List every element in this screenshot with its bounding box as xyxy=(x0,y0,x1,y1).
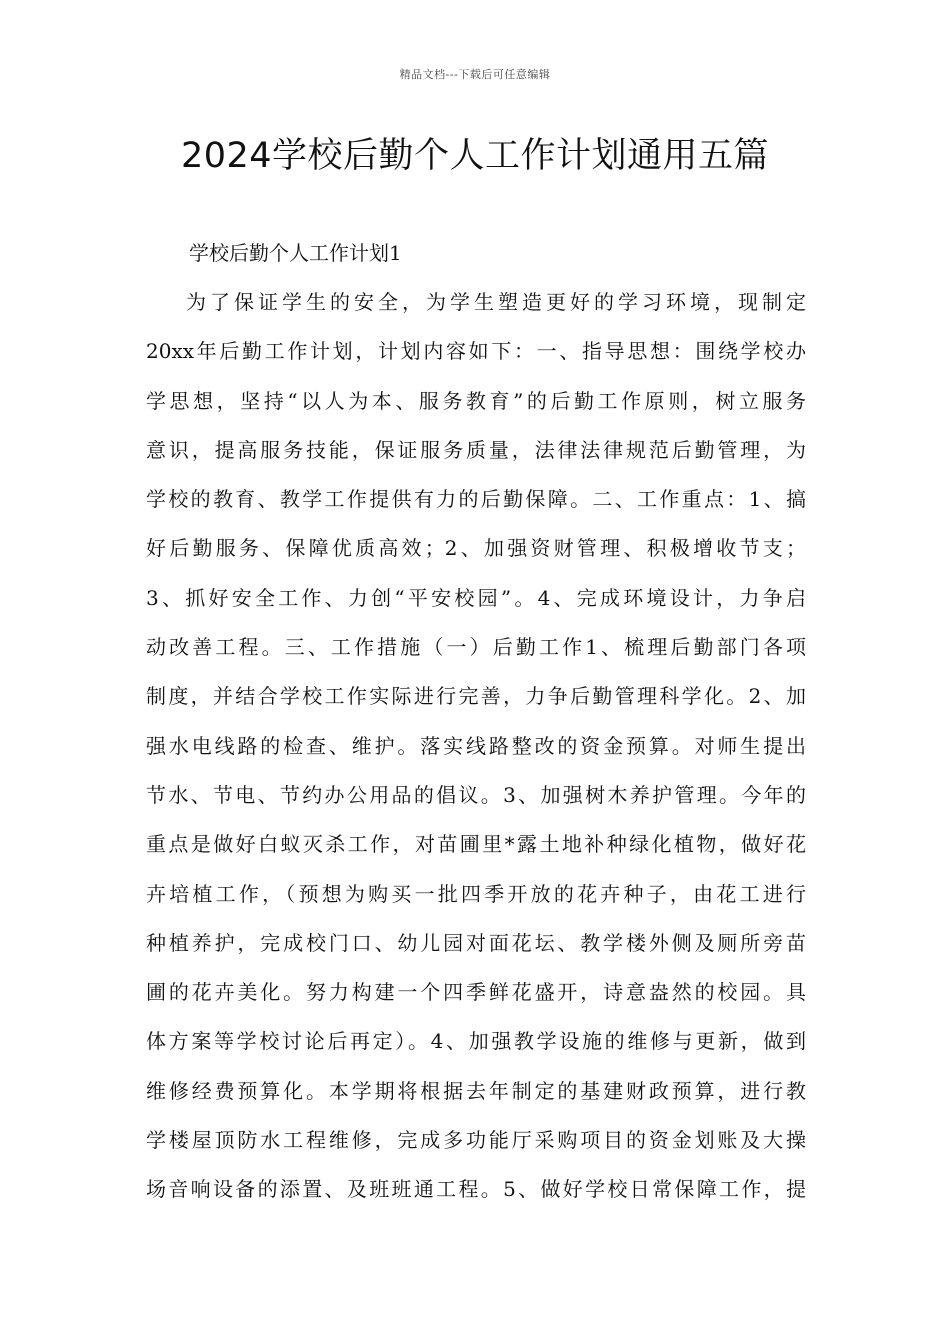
text-line: 好后勤服务、保障优质高效；2、加强资财管理、积极增收节支； xyxy=(146,536,806,561)
text-line: 3、抓好安全工作、力创“平安校园”。4、完成环境设计，力争启 xyxy=(146,585,806,610)
text-line: 重点是做好白蚁灭杀工作，对苗圃里*露土地补种绿化植物，做好花 xyxy=(146,832,806,857)
text-line: 卉培植工作，（预想为购买一批四季开放的花卉种子，由花工进行 xyxy=(146,881,806,906)
text-line: 制度，并结合学校工作实际进行完善，力争后勤管理科学化。2、加 xyxy=(146,684,806,709)
text-line: 体方案等学校讨论后再定）。4、加强教学设施的维修与更新，做到 xyxy=(146,1029,806,1054)
text-line: 维修经费预算化。本学期将根据去年制定的基建财政预算，进行教 xyxy=(146,1078,806,1103)
text-line: 20xx年后勤工作计划，计划内容如下：一、指导思想：围绕学校办 xyxy=(146,339,806,364)
text-line: 种植养护，完成校门口、幼儿园对面花坛、教学楼外侧及厕所旁苗 xyxy=(146,930,806,955)
header-note: 精品文档---下载后可任意编辑 xyxy=(399,68,551,81)
text-line: 节水、节电、节约办公用品的倡议。3、加强树木养护管理。今年的 xyxy=(146,782,806,807)
text-line: 圃的花卉美化。努力构建一个四季鲜花盛开，诗意盎然的校园。具 xyxy=(146,980,806,1005)
text-line: 动改善工程。三、工作措施（一）后勤工作1、梳理后勤部门各项 xyxy=(146,635,806,660)
document-title: 2024学校后勤个人工作计划通用五篇 xyxy=(180,136,770,176)
text-line: 强水电线路的检查、维护。落实线路整改的资金预算。对师生提出 xyxy=(146,733,806,758)
text-line: 学楼屋顶防水工程维修，完成多功能厅采购项目的资金划账及大操 xyxy=(146,1128,806,1153)
text-line: 学校的教育、教学工作提供有力的后勤保障。二、工作重点：1、搞 xyxy=(146,487,806,512)
text-line: 场音响设备的添置、及班班通工程。5、做好学校日常保障工作，提 xyxy=(146,1177,806,1202)
body-paragraph xyxy=(146,278,806,1215)
text-line: 意识，提高服务技能，保证服务质量，法律法律规范后勤管理，为 xyxy=(146,437,806,462)
text-line: 为了保证学生的安全，为学生塑造更好的学习环境，现制定 xyxy=(186,290,806,314)
text-line: 学思想，坚持“以人为本、服务教育”的后勤工作原则，树立服务 xyxy=(146,388,806,413)
section-heading: 学校后勤个人工作计划1 xyxy=(189,241,402,265)
